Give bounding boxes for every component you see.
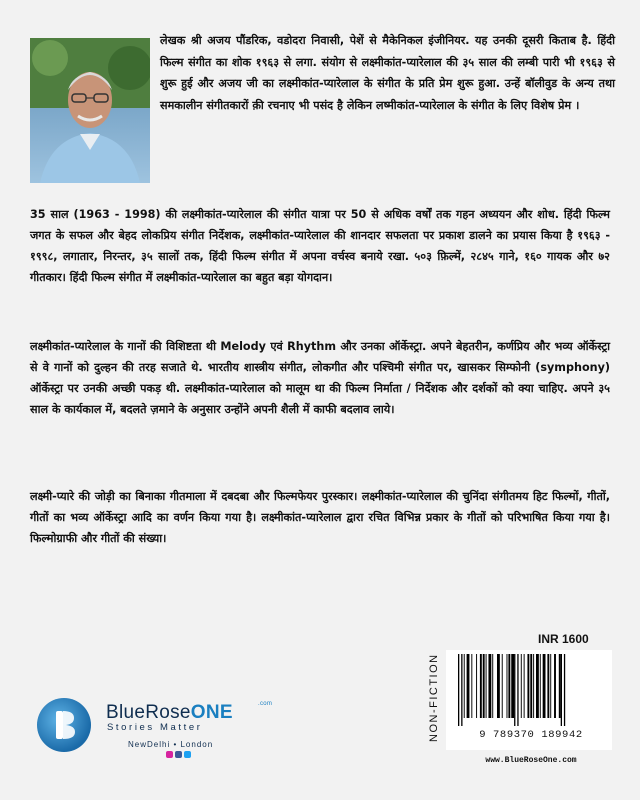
description-paragraph-3: लक्ष्मी-प्यारे की जोड़ी का बिनाका गीतमाला में दबदबा और फिल्मफेयर पुरस्कार। लक्ष्मीकांत-प्यारेलाल की चुनिंदा संगीतमय हिट फिल्मों, गीतों, गीतों का भव्य ऑर्केस्ट्रा आदि का वर्णन किया गया है। लक्ष्मीकांत-प्यारेलाल द्वारा रचित विभिन्न प्रकार के गीतों को परिभाषित किया गया है।फिल्मोग्राफी और गीतों की संख्या।	[30, 490, 610, 545]
publisher-locations: NewDelhi • London	[128, 740, 214, 749]
description-paragraph-1: 35 साल (1963 - 1998) की लक्ष्मीकांत-प्यारेलाल की संगीत यात्रा पर 50 से अधिक वर्षों तक गहन अध्ययन और शोध. हिंदी फिल्म जगत के सफल और बेहद लोकप्रिय संगीत निर्देशक, लक्ष्मीकांत-प्यारेलाल की शानदार सफलता पर प्रकाश डालने का प्रयास किया है १९६३ - १९९८, लगातार, निरन्तर, ३५ सालों तक, हिंदी फिल्म संगीत में अपना वर्चस्व बनाये रखा. ५०३ फ़िल्में, २८४५ गाने, १६० गायक और ७२ गीतकार। हिंदी फिल्म संगीत में लक्ष्मीकांत-प्यारेलाल का बहुत बड़ा योगदान।	[30, 208, 610, 284]
publisher-domain-suffix: .com	[258, 701, 273, 707]
publisher-website: www.BlueRoseOne.com	[485, 756, 577, 765]
twitter-icon	[184, 751, 191, 758]
publisher-name	[106, 701, 273, 724]
author-bio: लेखक श्री अजय पौंडरिक, वडोदरा निवासी, पेशें से मैकेनिकल इंजीनियर. यह उनकी दूसरी किताब है. हिंदी फिल्म संगीत का शोक १९६३ से लगा. संयोग से लक्ष्मीकांत-प्यारेलाल की ३५ साल की लम्बी पारी भी १९६३ से शुरू हुई और अजय जी का लक्ष्मीकांत-प्यारेलाल के संगीत के प्रति प्रेम शुरू हुआ. उन्हें बॉलीवुड के अन्य तथा समकालीन संगीतकारों क़ी रचनाए भी पसंद है लेकिन लष्मीकांत-प्यारेलाल के संगीत के लिए विशेष प्रेम ।	[160, 34, 615, 112]
social-icons	[166, 751, 191, 758]
genre-label: NON-FICTION	[428, 653, 440, 742]
price-label: INR 1600	[538, 632, 589, 646]
isbn-number: 9 789370 189942	[479, 729, 583, 741]
publisher-tagline: Stories Matter	[107, 722, 203, 733]
description-paragraph-2: लक्ष्मीकांत-प्यारेलाल के गानों की विशिष्टता थी Melody एवं Rhythm और उनका ऑर्केस्ट्रा. अपने बेहतरीन, कर्णप्रिय और भव्य ऑर्केस्ट्रा से वे गानों को दुल्हन की तरह सजाते थे. भारतीय शास्त्रीय संगीत, लोकगीत और पश्चिमी संगीत पर, खासकर सिम्फोनी (symphony) ऑर्केस्ट्रा पर उनकी अच्छी पकड़ थी. लक्ष्मीकांत-प्यारेलाल को मालूम था की फिल्म निर्माता / निर्देशक और दर्शकों को क्या चाहिए. अपने ३५ साल के कार्यकाल में, बदलते ज़माने के अनुसार उन्होंने अपनी शैली में काफी बदलाव लाये।	[30, 340, 610, 416]
instagram-icon	[166, 751, 173, 758]
author-photo	[30, 38, 150, 183]
publisher-logo-icon	[36, 697, 92, 753]
publisher-name-main: BlueRose	[106, 702, 191, 723]
facebook-icon	[175, 751, 182, 758]
publisher-name-accent: ONE	[190, 702, 233, 723]
